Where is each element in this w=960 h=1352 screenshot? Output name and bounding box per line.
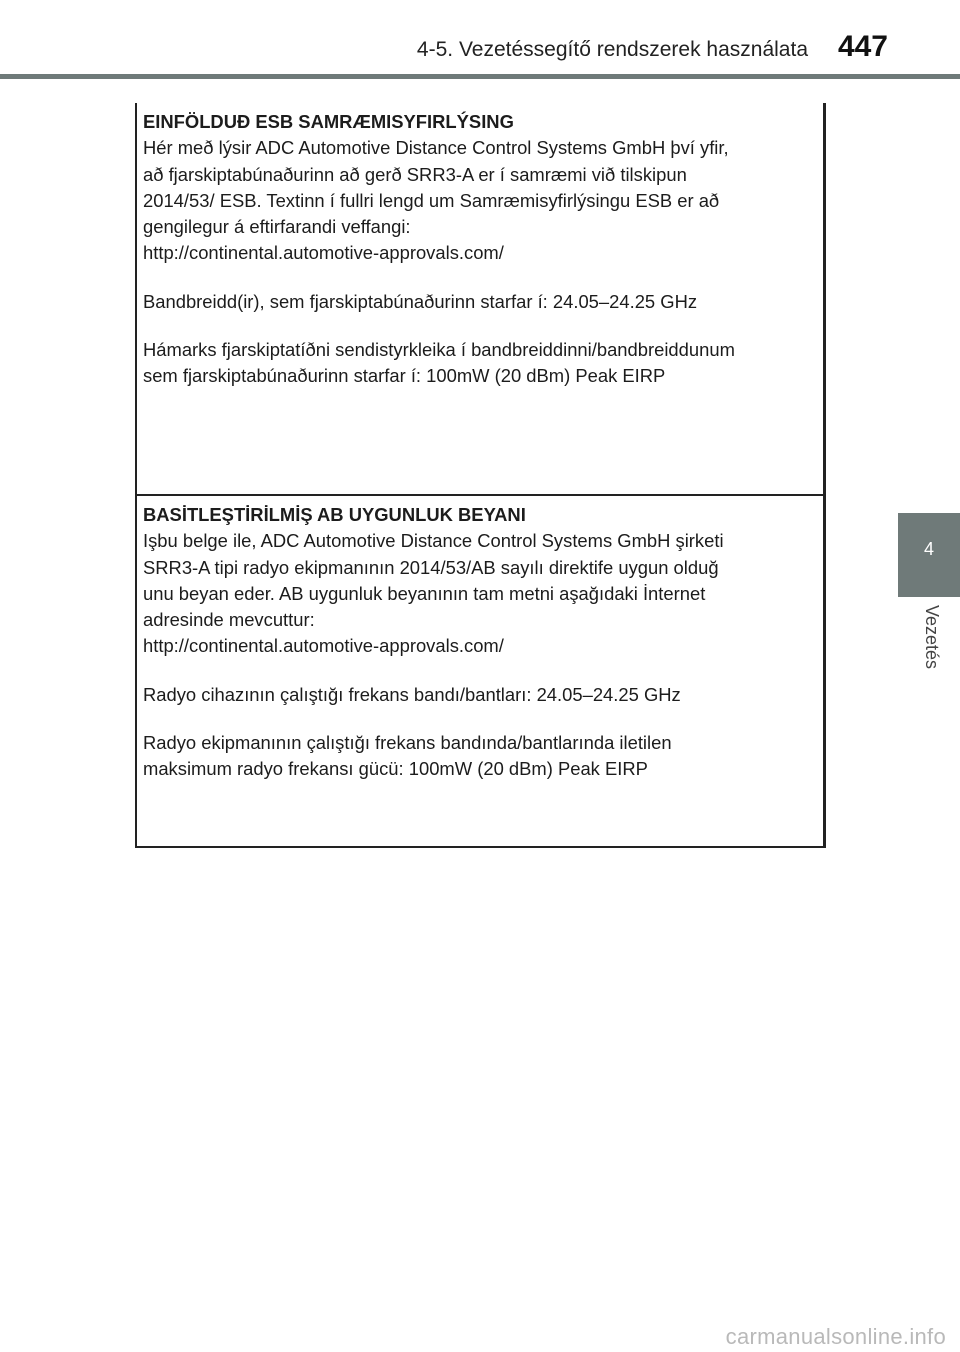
declaration-turkish (137, 494, 823, 848)
max-power (143, 730, 817, 783)
page-header (0, 0, 960, 80)
text-line: unu beyan eder. AB uygunluk beyanının tam metni aşağıdaki İnternet (143, 582, 706, 604)
frequency-band (143, 682, 817, 708)
text-line: að fjarskiptabúnaðurinn að gerð SRR3-A er í samræmi við tilskipun (143, 163, 687, 185)
text-line: Bandbreidd(ir), sem fjarskiptabúnaðurinn starfar í: 24.05–24.25 GHz (143, 290, 698, 312)
chapter-tab (898, 513, 960, 597)
text-line: Işbu belge ile, ADC Automotive Distance Control Systems GmbH şirketi (143, 530, 724, 552)
text-line: adresinde mevcuttur: (143, 609, 315, 631)
text-line: Radyo ekipmanının çalıştığı frekans bandında/bantlarında iletilen (143, 732, 672, 754)
declaration-intro (143, 528, 817, 659)
text-line: Hér með lýsir ADC Automotive Distance Control Systems GmbH því yfir, (143, 137, 729, 159)
conformity-declaration-table (135, 103, 826, 848)
declaration-icelandic (137, 103, 823, 494)
chapter-number: 4 (923, 539, 934, 559)
declaration-title: EINFÖLDUÐ ESB SAMRÆMISYFIRLÝSING (143, 111, 514, 132)
section-title: 4-5. Vezetéssegítő rendszerek használata (416, 38, 808, 61)
page-number: 447 (837, 30, 888, 63)
chapter-label: Vezetés (922, 605, 942, 670)
text-line: 2014/53/ ESB. Textinn í fullri lengd um Samræmisyfirlýsingu ESB er að (143, 189, 720, 211)
text-line: sem fjarskiptabúnaðurinn starfar í: 100mW (20 dBm) Peak EIRP (143, 365, 666, 387)
header-divider (0, 74, 960, 79)
watermark: carmanualsonline.info (725, 1324, 946, 1349)
url-line: http://continental.automotive-approvals.com/ (143, 242, 504, 264)
declaration-intro (143, 135, 817, 266)
url-line: http://continental.automotive-approvals.com/ (143, 635, 504, 657)
text-line: gengilegur á eftirfarandi veffangi: (143, 216, 411, 238)
text-line: SRR3-A tipi radyo ekipmanının 2014/53/AB sayılı direktife uygun olduğ (143, 556, 719, 578)
frequency-band (143, 289, 817, 315)
text-line: maksimum radyo frekansı gücü: 100mW (20 dBm) Peak EIRP (143, 758, 648, 780)
max-power (143, 337, 817, 390)
text-line: Hámarks fjarskiptatíðni sendistyrkleika í bandbreiddinni/bandbreiddunum (143, 339, 735, 361)
declaration-title: BASİTLEŞTİRİLMİŞ AB UYGUNLUK BEYANI (143, 504, 526, 525)
text-line: Radyo cihazının çalıştığı frekans bandı/bantları: 24.05–24.25 GHz (143, 683, 681, 705)
